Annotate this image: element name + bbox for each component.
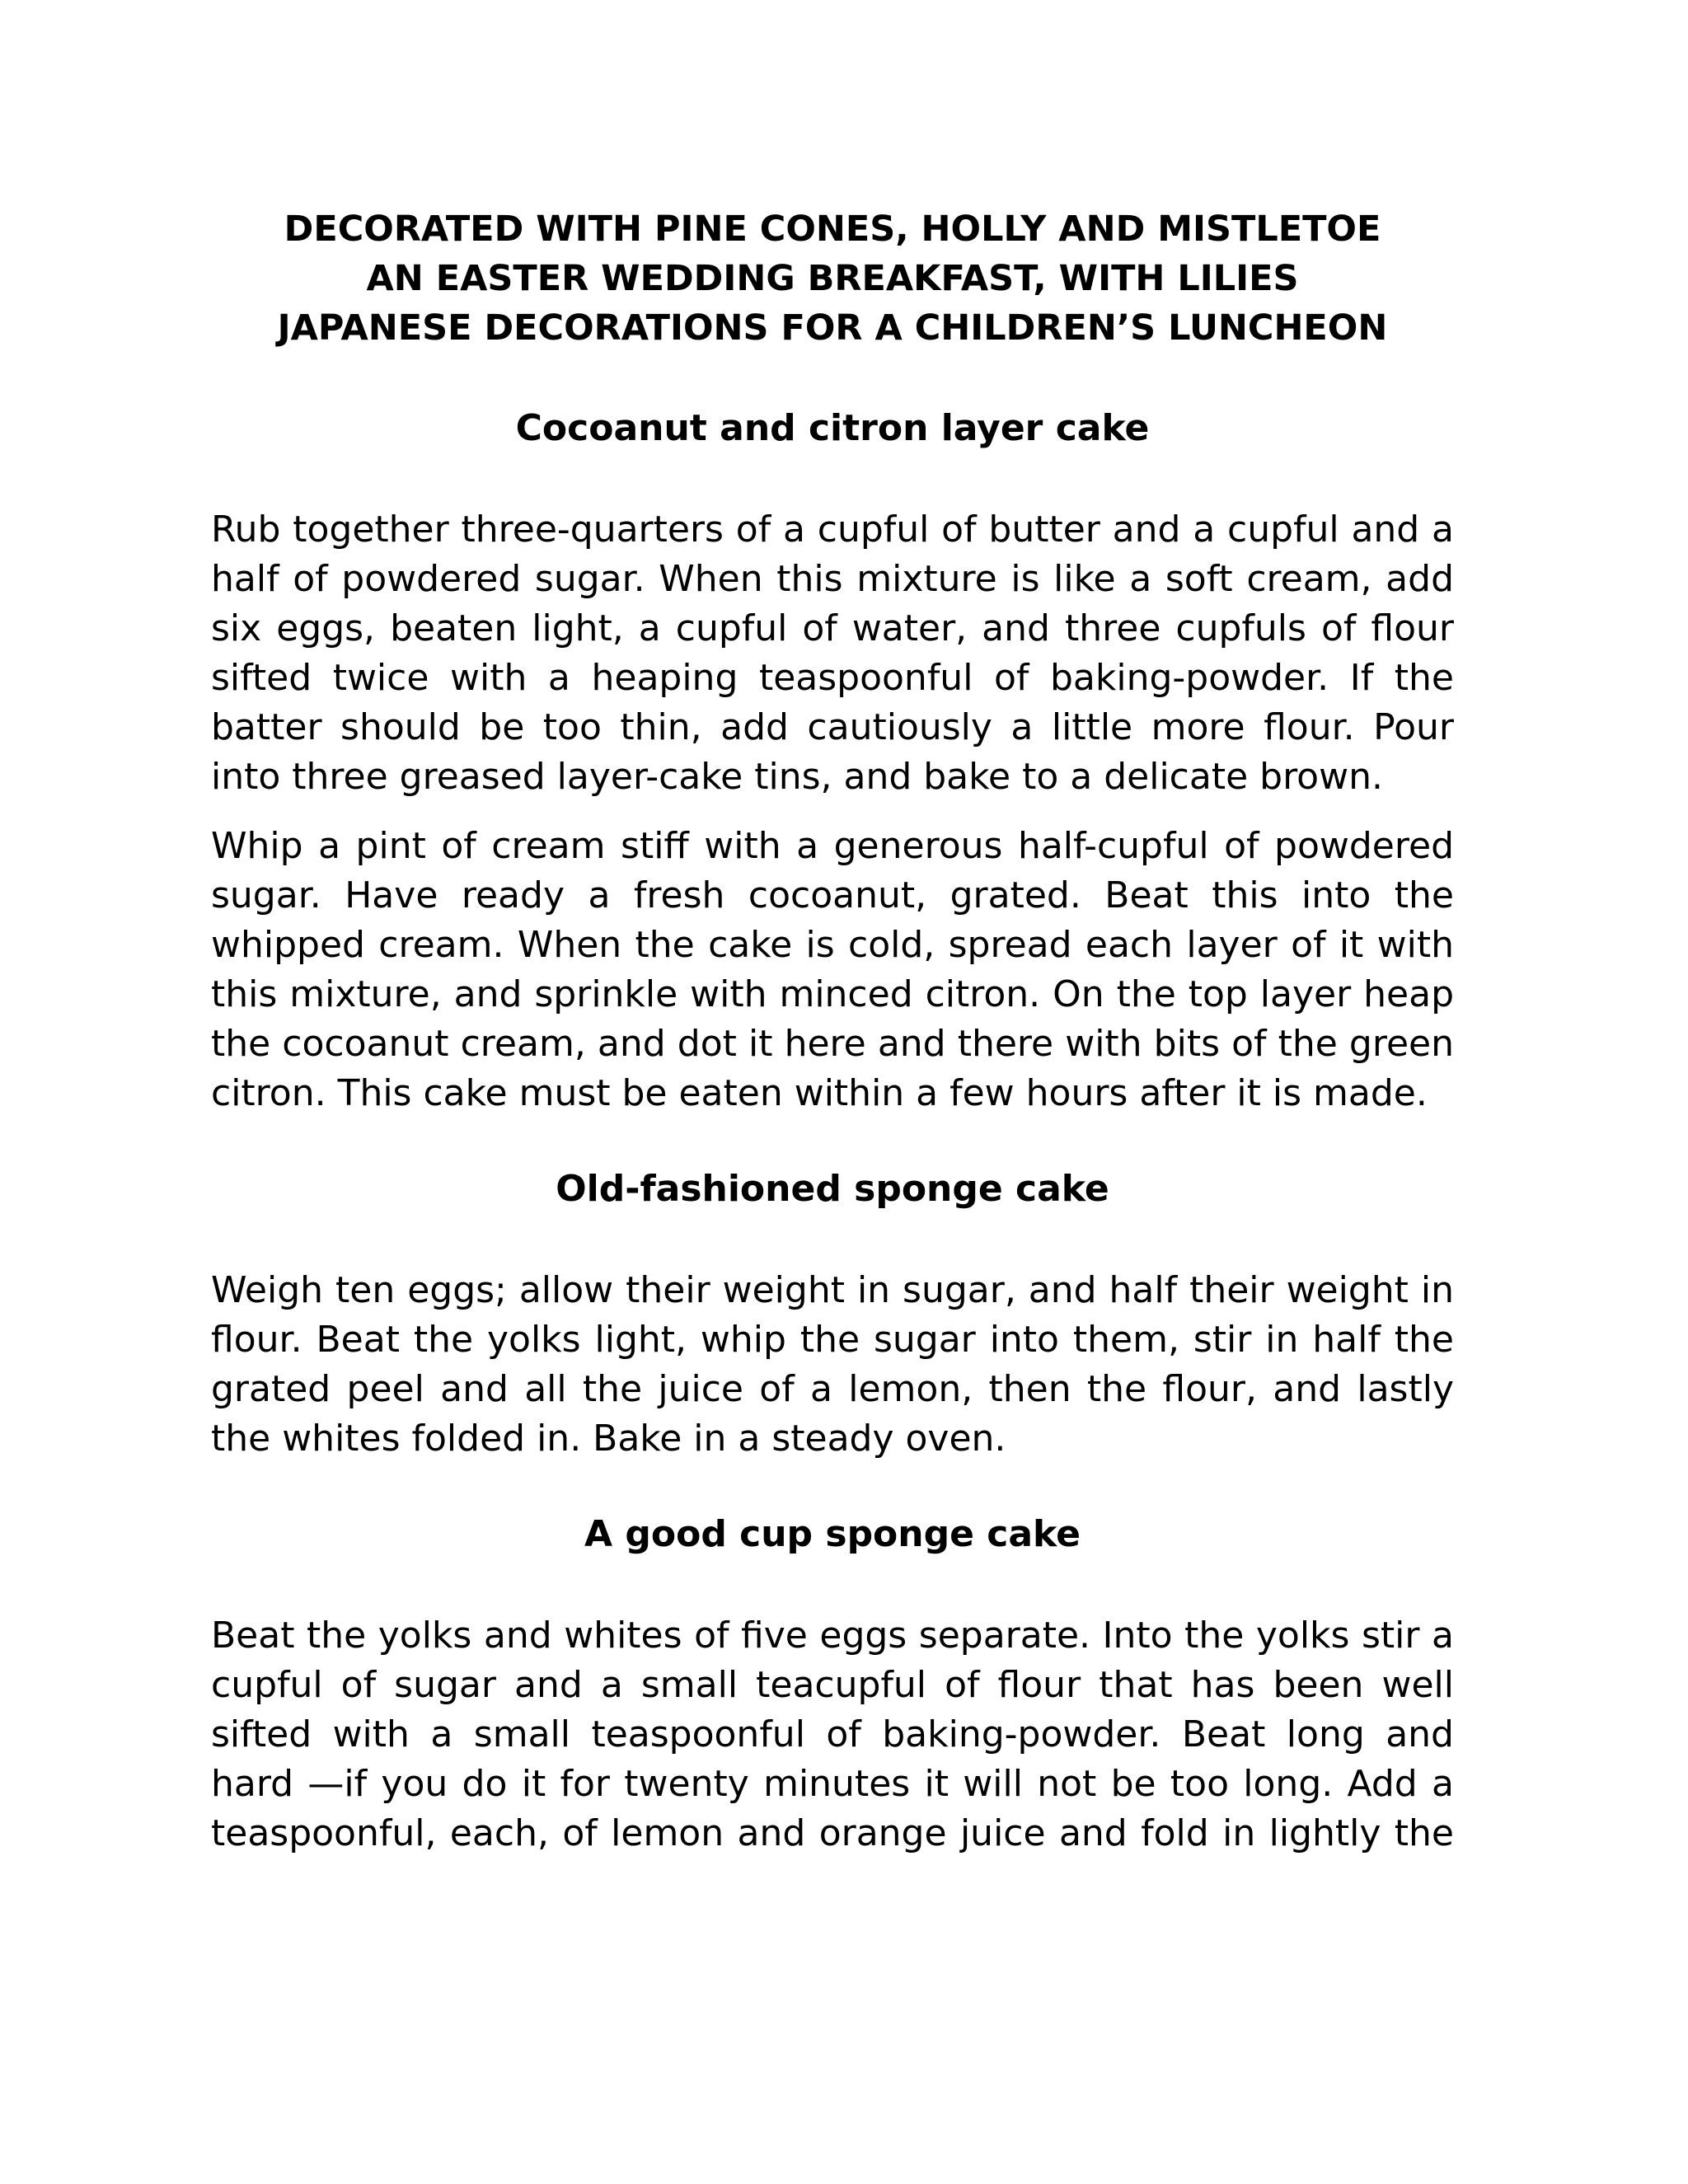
recipe-paragraph: Rub together three-quarters of a cupful of butter and a cupful and a half of powdered sugar. When this mixture is like a soft cream, add six eggs, beaten light, a cupful of water, and three cupfuls of flour sifted twice with a heaping teaspoonful of baking-powder. If the batter should be too thin, add cautiously a little more flour. Pour into three greased layer-cake tins, and bake to a delicate brown. [211, 509, 1454, 798]
header-line: JAPANESE DECORATIONS FOR A CHILDREN’S LUNCHEON [277, 307, 1388, 349]
recipe-paragraph: Beat the yolks and whites of five eggs separate. Into the yolks stir a cupful of sugar and a small teacupful of flour that has been well sifted with a small teaspoonful of baking-powder. Beat long and hard —if you do it for twenty minutes it will not be too long. Add a teaspoonful, each, of lemon and orange juice and fold in lightly the [211, 1615, 1454, 1854]
recipe-title: Old-fashioned sponge cake [556, 1168, 1109, 1210]
header-line: DECORATED WITH PINE CONES, HOLLY AND MISTLETOE [284, 209, 1381, 250]
recipe-paragraph: Whip a pint of cream stiff with a generous half-cupful of powdered sugar. Have ready a fresh cocoanut, grated. Beat this into the whipped cream. When the cake is cold, spread each layer of it with this mixture, and sprinkle with minced citron. On the top layer heap the cocoanut cream, and dot it here and there with bits of the green citron. This cake must be eaten within a few hours after it is made. [211, 825, 1454, 1114]
page-header [211, 204, 1454, 353]
recipe-title: Cocoanut and citron layer cake [515, 407, 1150, 449]
document-page [211, 204, 1454, 1858]
recipe-paragraph: Weigh ten eggs; allow their weight in sugar, and half their weight in flour. Beat the yolks light, whip the sugar into them, stir in half the grated peel and all the juice of a lemon, then the flour, and lastly the whites folded in. Bake in a steady oven. [211, 1269, 1454, 1460]
header-line: AN EASTER WEDDING BREAKFAST, WITH LILIES [366, 258, 1299, 299]
recipe-title: A good cup sponge cake [584, 1513, 1081, 1555]
